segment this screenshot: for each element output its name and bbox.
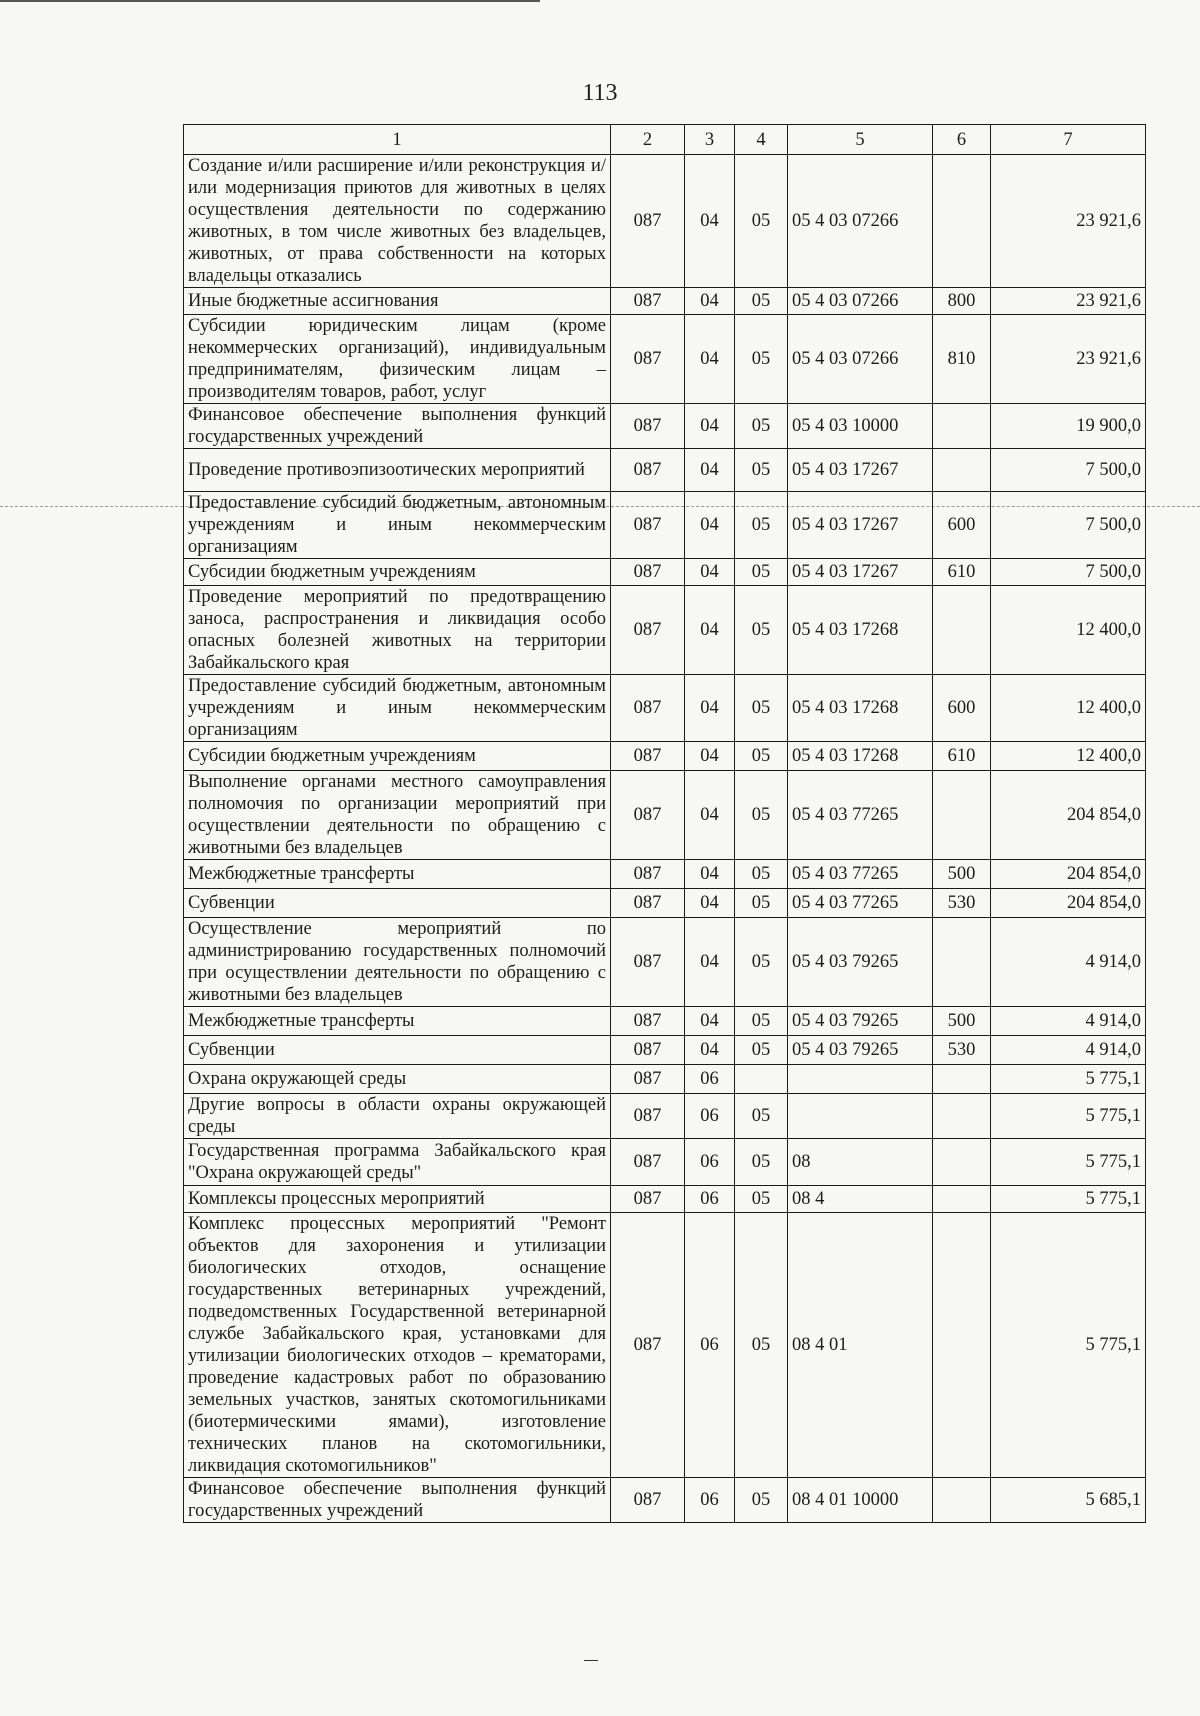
target-article-code-cell: 05 4 03 17267	[788, 559, 933, 586]
section-code-cell: 04	[685, 315, 735, 404]
amount-cell: 23 921,6	[991, 155, 1146, 288]
grbs-code-cell: 087	[611, 1213, 685, 1478]
section-code-cell: 06	[685, 1186, 735, 1213]
expense-type-code-cell	[933, 1478, 991, 1523]
expense-type-code-cell	[933, 155, 991, 288]
subsection-code-cell: 05	[735, 1139, 788, 1186]
subsection-code-cell: 05	[735, 155, 788, 288]
subsection-code-cell: 05	[735, 559, 788, 586]
target-article-code-cell: 05 4 03 07266	[788, 155, 933, 288]
table-row	[184, 404, 1146, 449]
grbs-code-cell: 087	[611, 559, 685, 586]
expense-type-code-cell	[933, 771, 991, 860]
subsection-code-cell: 05	[735, 1094, 788, 1139]
table-row	[184, 889, 1146, 918]
grbs-code-cell: 087	[611, 1186, 685, 1213]
section-code-cell: 04	[685, 1007, 735, 1036]
grbs-code-cell: 087	[611, 1065, 685, 1094]
page-number: 113	[582, 80, 618, 106]
section-code-cell: 04	[685, 559, 735, 586]
table-row	[184, 1036, 1146, 1065]
grbs-code-cell: 087	[611, 742, 685, 771]
grbs-code-cell: 087	[611, 1007, 685, 1036]
table-row	[184, 675, 1146, 742]
amount-cell: 4 914,0	[991, 1007, 1146, 1036]
amount-cell: 23 921,6	[991, 288, 1146, 315]
row-name-cell: Субвенции	[184, 889, 611, 918]
budget-table	[183, 124, 1146, 1523]
subsection-code-cell	[735, 1065, 788, 1094]
top-rule	[0, 0, 540, 2]
row-name-cell: Выполнение органами местного самоуправления полномочия по организации мероприятий при осуществлении деятельности по обращению с животными без владельцев	[184, 771, 611, 860]
table-row	[184, 1213, 1146, 1478]
subsection-code-cell: 05	[735, 449, 788, 492]
section-code-cell: 06	[685, 1478, 735, 1523]
table-row	[184, 1094, 1146, 1139]
section-code-cell: 04	[685, 771, 735, 860]
row-name-cell: Межбюджетные трансферты	[184, 860, 611, 889]
section-code-cell: 04	[685, 155, 735, 288]
section-code-cell: 04	[685, 675, 735, 742]
amount-cell: 12 400,0	[991, 675, 1146, 742]
section-code-cell: 04	[685, 1036, 735, 1065]
expense-type-code-cell	[933, 586, 991, 675]
subsection-code-cell: 05	[735, 1007, 788, 1036]
table-row	[184, 1478, 1146, 1523]
row-name-cell: Межбюджетные трансферты	[184, 1007, 611, 1036]
amount-cell: 5 775,1	[991, 1065, 1146, 1094]
target-article-code-cell: 08	[788, 1139, 933, 1186]
table-row	[184, 559, 1146, 586]
amount-cell: 5 775,1	[991, 1186, 1146, 1213]
target-article-code-cell: 05 4 03 17267	[788, 449, 933, 492]
target-article-code-cell: 05 4 03 79265	[788, 918, 933, 1007]
target-article-code-cell: 05 4 03 17268	[788, 742, 933, 771]
table-row	[184, 1186, 1146, 1213]
table-row	[184, 860, 1146, 889]
section-code-cell: 04	[685, 288, 735, 315]
grbs-code-cell: 087	[611, 315, 685, 404]
section-code-cell: 04	[685, 404, 735, 449]
row-name-cell: Комплекс процессных мероприятий "Ремонт объектов для захоронения и утилизации биологических отходов, оснащение государственных ветеринарных учреждений, подведомственных Государственной ветеринарной службе Забайкальского края, установками для утилизации биологических отходов – крематорами, проведение кадастровых работ по образованию земельных участков, занятых скотомогильниками (биотермическими ямами), изготовление технических планов на скотомогильники, ликвидация скотомогильников"	[184, 1213, 611, 1478]
grbs-code-cell: 087	[611, 1478, 685, 1523]
amount-cell: 19 900,0	[991, 404, 1146, 449]
header-cell: 6	[933, 125, 991, 155]
amount-cell: 5 775,1	[991, 1139, 1146, 1186]
amount-cell: 7 500,0	[991, 492, 1146, 559]
subsection-code-cell: 05	[735, 889, 788, 918]
subsection-code-cell: 05	[735, 586, 788, 675]
target-article-code-cell: 05 4 03 79265	[788, 1036, 933, 1065]
expense-type-code-cell	[933, 1094, 991, 1139]
row-name-cell: Охрана окружающей среды	[184, 1065, 611, 1094]
row-name-cell: Государственная программа Забайкальского края "Охрана окружающей среды"	[184, 1139, 611, 1186]
amount-cell: 12 400,0	[991, 742, 1146, 771]
expense-type-code-cell	[933, 918, 991, 1007]
target-article-code-cell	[788, 1094, 933, 1139]
amount-cell: 204 854,0	[991, 860, 1146, 889]
section-code-cell: 06	[685, 1213, 735, 1478]
grbs-code-cell: 087	[611, 155, 685, 288]
target-article-code-cell: 08 4	[788, 1186, 933, 1213]
row-name-cell: Проведение противоэпизоотических мероприятий	[184, 449, 611, 492]
row-name-cell: Финансовое обеспечение выполнения функций государственных учреждений	[184, 1478, 611, 1523]
grbs-code-cell: 087	[611, 492, 685, 559]
expense-type-code-cell	[933, 1213, 991, 1478]
amount-cell: 23 921,6	[991, 315, 1146, 404]
table-row	[184, 918, 1146, 1007]
amount-cell: 4 914,0	[991, 1036, 1146, 1065]
table-row	[184, 742, 1146, 771]
grbs-code-cell: 087	[611, 404, 685, 449]
expense-type-code-cell	[933, 1065, 991, 1094]
row-name-cell: Иные бюджетные ассигнования	[184, 288, 611, 315]
header-cell: 2	[611, 125, 685, 155]
table-row	[184, 1007, 1146, 1036]
section-code-cell: 04	[685, 449, 735, 492]
bottom-dash-mark	[584, 1660, 598, 1661]
target-article-code-cell: 05 4 03 77265	[788, 860, 933, 889]
target-article-code-cell: 05 4 03 79265	[788, 1007, 933, 1036]
grbs-code-cell: 087	[611, 1094, 685, 1139]
header-cell: 1	[184, 125, 611, 155]
row-name-cell: Предоставление субсидий бюджетным, автономным учреждениям и иным некоммерческим организациям	[184, 492, 611, 559]
grbs-code-cell: 087	[611, 918, 685, 1007]
table-row	[184, 288, 1146, 315]
row-name-cell: Проведение мероприятий по предотвращению заноса, распространения и ликвидация особо опасных болезней животных на территории Забайкальского края	[184, 586, 611, 675]
expense-type-code-cell: 600	[933, 492, 991, 559]
section-code-cell: 06	[685, 1094, 735, 1139]
grbs-code-cell: 087	[611, 1139, 685, 1186]
target-article-code-cell: 05 4 03 17268	[788, 586, 933, 675]
section-code-cell: 04	[685, 492, 735, 559]
expense-type-code-cell	[933, 1186, 991, 1213]
row-name-cell: Другие вопросы в области охраны окружающей среды	[184, 1094, 611, 1139]
table-row	[184, 1065, 1146, 1094]
target-article-code-cell: 08 4 01	[788, 1213, 933, 1478]
expense-type-code-cell: 530	[933, 889, 991, 918]
table-row	[184, 1139, 1146, 1186]
target-article-code-cell: 05 4 03 77265	[788, 771, 933, 860]
target-article-code-cell	[788, 1065, 933, 1094]
row-name-cell: Субсидии бюджетным учреждениям	[184, 742, 611, 771]
amount-cell: 5 775,1	[991, 1213, 1146, 1478]
table-row	[184, 315, 1146, 404]
header-cell: 3	[685, 125, 735, 155]
expense-type-code-cell	[933, 1139, 991, 1186]
table-row	[184, 492, 1146, 559]
subsection-code-cell: 05	[735, 1478, 788, 1523]
subsection-code-cell: 05	[735, 315, 788, 404]
target-article-code-cell: 05 4 03 17267	[788, 492, 933, 559]
row-name-cell: Создание и/или расширение и/или реконструкция и/или модернизация приютов для животных в целях осуществления деятельности по содержанию животных, в том числе животных без владельцев, животных, от права собственности на которых владельцы отказались	[184, 155, 611, 288]
expense-type-code-cell	[933, 449, 991, 492]
subsection-code-cell: 05	[735, 675, 788, 742]
subsection-code-cell: 05	[735, 918, 788, 1007]
grbs-code-cell: 087	[611, 860, 685, 889]
row-name-cell: Субсидии юридическим лицам (кроме некоммерческих организаций), индивидуальным предпринимателям, физическим лицам – производителям товаров, работ, услуг	[184, 315, 611, 404]
row-name-cell: Финансовое обеспечение выполнения функций государственных учреждений	[184, 404, 611, 449]
section-code-cell: 04	[685, 860, 735, 889]
target-article-code-cell: 05 4 03 10000	[788, 404, 933, 449]
amount-cell: 5 685,1	[991, 1478, 1146, 1523]
section-code-cell: 06	[685, 1065, 735, 1094]
amount-cell: 12 400,0	[991, 586, 1146, 675]
row-name-cell: Субсидии бюджетным учреждениям	[184, 559, 611, 586]
subsection-code-cell: 05	[735, 742, 788, 771]
amount-cell: 204 854,0	[991, 889, 1146, 918]
grbs-code-cell: 087	[611, 449, 685, 492]
expense-type-code-cell	[933, 404, 991, 449]
target-article-code-cell: 05 4 03 77265	[788, 889, 933, 918]
subsection-code-cell: 05	[735, 1213, 788, 1478]
table-row	[184, 771, 1146, 860]
target-article-code-cell: 08 4 01 10000	[788, 1478, 933, 1523]
section-code-cell: 04	[685, 889, 735, 918]
expense-type-code-cell: 600	[933, 675, 991, 742]
grbs-code-cell: 087	[611, 675, 685, 742]
amount-cell: 5 775,1	[991, 1094, 1146, 1139]
subsection-code-cell: 05	[735, 860, 788, 889]
subsection-code-cell: 05	[735, 1186, 788, 1213]
header-cell: 4	[735, 125, 788, 155]
amount-cell: 204 854,0	[991, 771, 1146, 860]
table-row	[184, 586, 1146, 675]
table-row	[184, 155, 1146, 288]
section-code-cell: 04	[685, 918, 735, 1007]
row-name-cell: Комплексы процессных мероприятий	[184, 1186, 611, 1213]
target-article-code-cell: 05 4 03 17268	[788, 675, 933, 742]
header-cell: 7	[991, 125, 1146, 155]
row-name-cell: Субвенции	[184, 1036, 611, 1065]
expense-type-code-cell: 810	[933, 315, 991, 404]
grbs-code-cell: 087	[611, 288, 685, 315]
amount-cell: 7 500,0	[991, 559, 1146, 586]
amount-cell: 4 914,0	[991, 918, 1146, 1007]
grbs-code-cell: 087	[611, 1036, 685, 1065]
section-code-cell: 04	[685, 742, 735, 771]
expense-type-code-cell: 610	[933, 742, 991, 771]
subsection-code-cell: 05	[735, 404, 788, 449]
expense-type-code-cell: 500	[933, 860, 991, 889]
target-article-code-cell: 05 4 03 07266	[788, 288, 933, 315]
target-article-code-cell: 05 4 03 07266	[788, 315, 933, 404]
header-row	[184, 125, 1146, 155]
table-row	[184, 449, 1146, 492]
row-name-cell: Осуществление мероприятий по администрированию государственных полномочий при осуществлении деятельности по обращению с животными без владельцев	[184, 918, 611, 1007]
section-code-cell: 06	[685, 1139, 735, 1186]
amount-cell: 7 500,0	[991, 449, 1146, 492]
subsection-code-cell: 05	[735, 492, 788, 559]
expense-type-code-cell: 500	[933, 1007, 991, 1036]
row-name-cell: Предоставление субсидий бюджетным, автономным учреждениям и иным некоммерческим организациям	[184, 675, 611, 742]
expense-type-code-cell: 610	[933, 559, 991, 586]
expense-type-code-cell: 800	[933, 288, 991, 315]
grbs-code-cell: 087	[611, 586, 685, 675]
section-code-cell: 04	[685, 586, 735, 675]
subsection-code-cell: 05	[735, 771, 788, 860]
grbs-code-cell: 087	[611, 889, 685, 918]
subsection-code-cell: 05	[735, 1036, 788, 1065]
subsection-code-cell: 05	[735, 288, 788, 315]
header-cell: 5	[788, 125, 933, 155]
grbs-code-cell: 087	[611, 771, 685, 860]
expense-type-code-cell: 530	[933, 1036, 991, 1065]
